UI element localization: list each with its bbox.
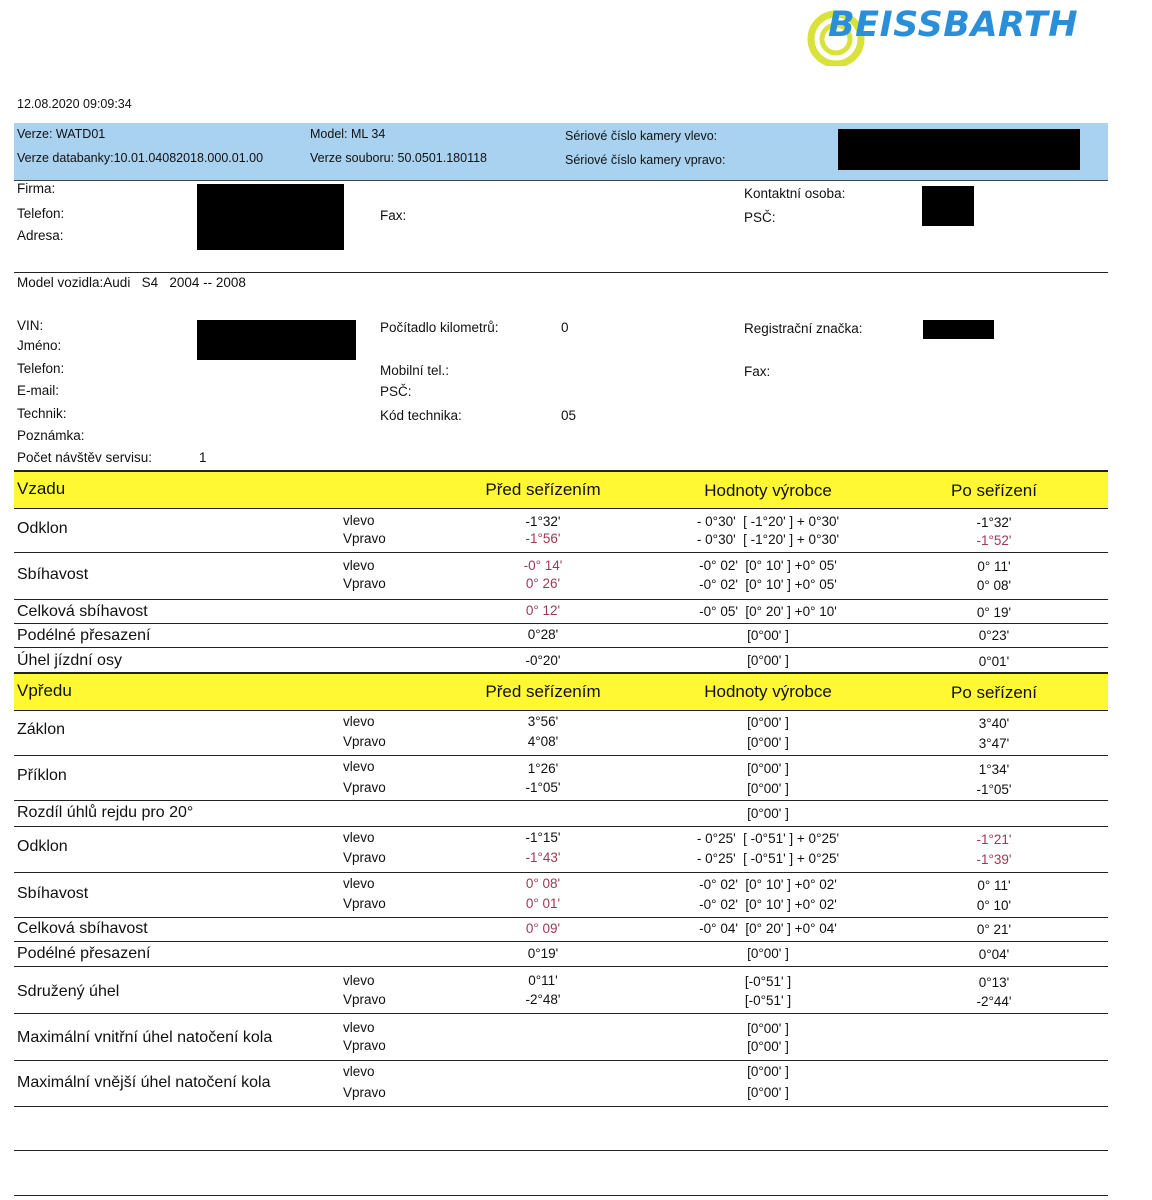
registration-label: Registrační značka: [744, 321, 863, 336]
row-label: Sbíhavost [17, 566, 89, 583]
spec-value: [0°00' ] [747, 761, 789, 776]
spec-value: -0° 02' [0° 10' ] +0° 02' [699, 877, 837, 892]
after-value: 0°13' [978, 975, 1010, 990]
divider [14, 710, 1108, 711]
side-right-label: Vpravo [343, 734, 386, 749]
company-psc-label: PSČ: [744, 210, 776, 225]
divider [14, 1195, 1108, 1196]
before-value: -2°48' [525, 992, 561, 1007]
row-label: Podélné přesazení [17, 627, 151, 644]
service-visits-label: Počet návštěv servisu: [17, 450, 153, 465]
side-left-label: vlevo [343, 876, 375, 891]
after-value-out-of-range: -1°21' [976, 832, 1012, 847]
before-value-out-of-range: 0° 01' [525, 896, 561, 911]
before-value-out-of-range: 0° 09' [525, 921, 561, 936]
after-value: 3°40' [978, 716, 1010, 731]
spec-value: [0°00' ] [747, 735, 789, 750]
side-right-label: Vpravo [343, 1038, 386, 1053]
row-label: Celková sbíhavost [17, 603, 148, 620]
row-label: Celková sbíhavost [17, 920, 148, 937]
after-value: -2°44' [976, 994, 1012, 1009]
spec-value: [0°00' ] [747, 781, 789, 796]
divider [14, 966, 1108, 967]
side-left-label: vlevo [343, 759, 375, 774]
side-right-label: Vpravo [343, 1085, 386, 1100]
mobile-label: Mobilní tel.: [380, 363, 450, 378]
after-value: 0° 19' [976, 605, 1012, 620]
row-label: Sdružený úhel [17, 983, 120, 1000]
row-label: Záklon [17, 721, 66, 738]
divider [14, 623, 1108, 624]
spec-value: [0°00' ] [747, 715, 789, 730]
before-value-out-of-range: 0° 26' [525, 576, 561, 591]
firma-label: Firma: [17, 181, 56, 196]
front-title: Vpředu [17, 681, 72, 700]
before-header: Před seřízením [485, 480, 601, 499]
after-value: 0°04' [978, 947, 1010, 962]
spec-header: Hodnoty výrobce [704, 481, 832, 500]
divider [14, 872, 1108, 873]
after-value: 0° 11' [977, 878, 1011, 893]
spec-value: [-0°51' ] [744, 993, 792, 1008]
divider [14, 800, 1108, 801]
before-value: 1°26' [527, 761, 559, 776]
spec-value: [0°00' ] [747, 1085, 789, 1100]
row-label: Odklon [17, 838, 68, 855]
tech-code-value: 05 [561, 408, 577, 423]
spec-value: [0°00' ] [747, 1039, 789, 1054]
after-value: 0°23' [978, 628, 1010, 643]
after-value: 1°34' [978, 762, 1010, 777]
after-value: 0° 21' [976, 922, 1012, 937]
vehicle-fax-label: Fax: [744, 364, 771, 379]
spec-value: - 0°25' [ -0°51' ] + 0°25' [696, 851, 840, 866]
spec-value: [0°00' ] [747, 628, 789, 643]
after-value-out-of-range: -1°52' [976, 533, 1012, 548]
side-right-label: Vpravo [343, 576, 386, 591]
side-left-label: vlevo [343, 513, 375, 528]
before-value-out-of-range: 0° 08' [525, 876, 561, 891]
side-left-label: vlevo [343, 714, 375, 729]
side-left-label: vlevo [343, 830, 375, 845]
before-value: 0°19' [527, 946, 559, 961]
row-label: Maximální vnější úhel natočení kola [17, 1074, 271, 1091]
after-value: 0° 08' [976, 578, 1012, 593]
vin-label: VIN: [17, 318, 44, 333]
divider [14, 599, 1108, 600]
logo-text: BEISSBARTH [828, 5, 1079, 45]
after-value: -1°05' [976, 782, 1012, 797]
company-fax-label: Fax: [380, 208, 407, 223]
side-right-label: Vpravo [343, 992, 386, 1007]
divider [14, 917, 1108, 918]
row-label: Maximální vnitřní úhel natočení kola [17, 1029, 273, 1046]
vehicle-psc-label: PSČ: [380, 384, 412, 399]
side-right-label: Vpravo [343, 850, 386, 865]
after-value: 3°47' [978, 736, 1010, 751]
camera-left-label: Sériové číslo kamery vlevo: [565, 129, 718, 143]
rear-title: Vzadu [17, 479, 66, 498]
side-right-label: Vpravo [343, 780, 386, 795]
before-value: 0°11' [528, 973, 558, 988]
company-telefon-label: Telefon: [17, 206, 65, 221]
side-right-label: Vpravo [343, 531, 386, 546]
redacted-block [197, 320, 356, 360]
divider [14, 755, 1108, 756]
row-label: Odklon [17, 520, 68, 537]
before-value: -1°15' [525, 830, 561, 845]
after-value: -1°32' [976, 515, 1012, 530]
vehicle-telefon-label: Telefon: [17, 361, 65, 376]
email-label: E-mail: [17, 383, 60, 398]
row-label: Rozdíl úhlů rejdu pro 20° [17, 804, 194, 821]
side-left-label: vlevo [343, 1020, 375, 1035]
spec-value: - 0°25' [ -0°51' ] + 0°25' [696, 831, 840, 846]
after-value-out-of-range: -1°39' [976, 852, 1012, 867]
spec-value: - 0°30' [ -1°20' ] + 0°30' [696, 514, 840, 529]
print-timestamp: 12.08.2020 09:09:34 [17, 97, 132, 111]
software-version: Verze: WATD01 [17, 127, 106, 141]
spec-value: -0° 04' [0° 20' ] +0° 04' [699, 921, 837, 936]
adresa-label: Adresa: [17, 228, 64, 243]
divider [14, 272, 1108, 273]
before-value-out-of-range: -1°56' [525, 531, 561, 546]
before-value: -0°20' [525, 653, 561, 668]
before-value: -1°32' [525, 514, 561, 529]
after-value: 0° 11' [977, 559, 1011, 574]
before-value: 4°08' [527, 734, 559, 749]
before-header: Před seřízením [485, 682, 601, 701]
model-number: Model: ML 34 [310, 127, 386, 141]
before-value-out-of-range: -0° 14' [523, 558, 563, 573]
side-left-label: vlevo [343, 1064, 375, 1079]
before-value-out-of-range: 0° 12' [525, 603, 561, 618]
spec-value: -0° 02' [0° 10' ] +0° 02' [699, 897, 837, 912]
row-label: Sbíhavost [17, 885, 89, 902]
redacted-block [197, 184, 344, 250]
spec-value: [0°00' ] [747, 946, 789, 961]
redacted-block [838, 129, 1080, 170]
spec-value: [0°00' ] [747, 1021, 789, 1036]
contact-person-label: Kontaktní osoba: [744, 186, 846, 201]
camera-right-label: Sériové číslo kamery vpravo: [565, 153, 726, 167]
file-version: Verze souboru: 50.0501.180118 [310, 151, 487, 165]
redacted-block [922, 186, 974, 226]
divider [14, 941, 1108, 942]
spec-value: -0° 02' [0° 10' ] +0° 05' [699, 577, 837, 592]
odometer-label: Počítadlo kilometrů: [380, 320, 499, 335]
spec-value: [0°00' ] [747, 1064, 789, 1079]
divider [14, 1013, 1108, 1014]
side-left-label: vlevo [343, 558, 375, 573]
vehicle-model: Model vozidla:Audi S4 2004 -- 2008 [17, 275, 246, 290]
divider [14, 826, 1108, 827]
before-value: -1°05' [525, 780, 561, 795]
side-right-label: Vpravo [343, 896, 386, 911]
divider [14, 552, 1108, 553]
divider [14, 647, 1108, 648]
technik-label: Technik: [17, 406, 67, 421]
side-left-label: vlevo [343, 973, 375, 988]
spec-value: - 0°30' [ -1°20' ] + 0°30' [696, 532, 840, 547]
spec-header: Hodnoty výrobce [704, 682, 832, 701]
after-value: 0°01' [978, 654, 1010, 669]
spec-value: [-0°51' ] [744, 974, 792, 989]
service-visits-value: 1 [199, 450, 207, 465]
divider [14, 1150, 1108, 1151]
row-label: Úhel jízdní osy [17, 652, 122, 669]
jmeno-label: Jméno: [17, 338, 62, 353]
row-label: Podélné přesazení [17, 945, 151, 962]
after-header: Po seřízení [951, 683, 1037, 702]
divider [14, 1060, 1108, 1061]
after-value: 0° 10' [976, 898, 1012, 913]
spec-value: -0° 05' [0° 20' ] +0° 10' [699, 604, 837, 619]
poznamka-label: Poznámka: [17, 428, 85, 443]
divider [14, 1106, 1108, 1107]
before-value: 0°28' [527, 627, 559, 642]
before-value: 3°56' [527, 714, 559, 729]
divider [14, 508, 1108, 509]
spec-value: [0°00' ] [747, 653, 789, 668]
database-version: Verze databanky:10.01.04082018.000.01.00 [17, 151, 264, 165]
spec-value: [0°00' ] [747, 806, 789, 821]
row-label: Příklon [17, 767, 67, 784]
odometer-value: 0 [561, 320, 569, 335]
redacted-block [923, 320, 994, 339]
after-header: Po seřízení [951, 481, 1037, 500]
tech-code-label: Kód technika: [380, 408, 462, 423]
before-value-out-of-range: -1°43' [525, 850, 561, 865]
spec-value: -0° 02' [0° 10' ] +0° 05' [699, 558, 837, 573]
